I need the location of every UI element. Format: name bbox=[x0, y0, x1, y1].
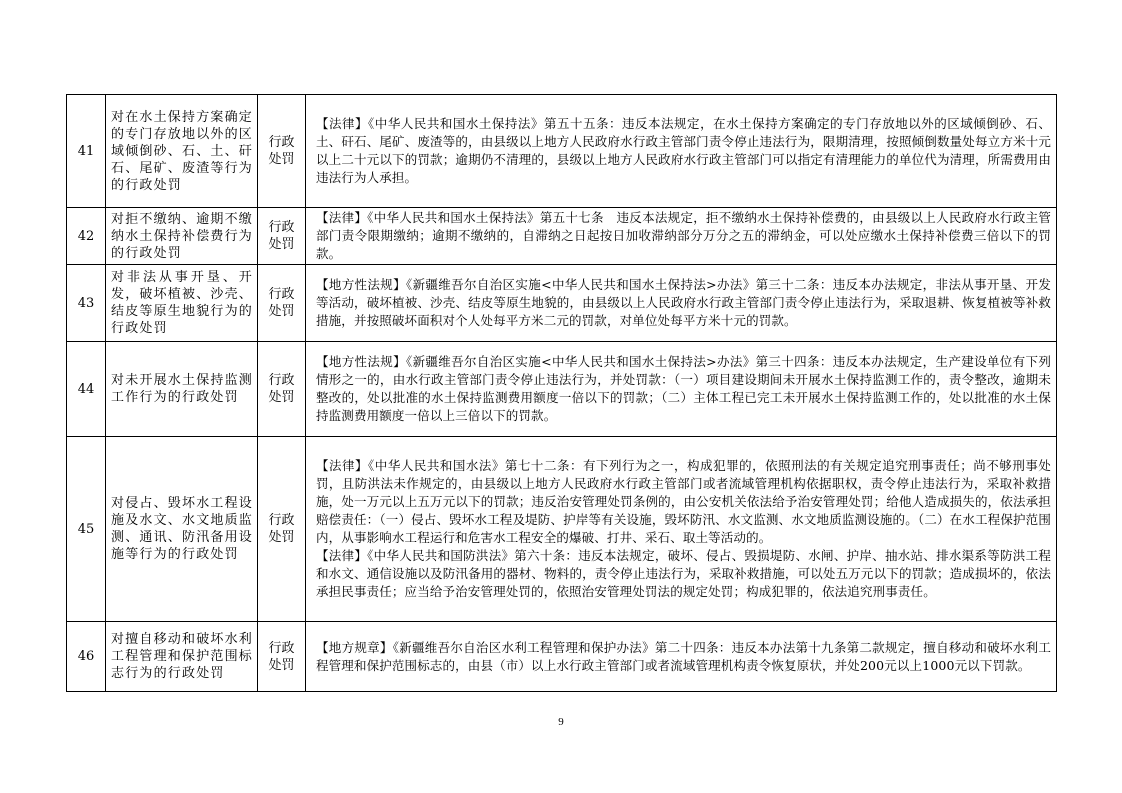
legal-basis-paragraph: 【法律】《中华人民共和国防洪法》第六十条：违反本法规定，破坏、侵占、毁损堤防、水闸、护岸、抽水站、排水渠系等防洪工程和水文、通信设施以及防汛备用的器材、物料的，责令停止违法行为，采取补救措施，可以处五万元以下的罚款；造成损坏的，依法承担民事责任；应当给予治安管理处罚的，依照治安管理处罚法的规定处罚；构成犯罪的，依法追究刑事责任。 bbox=[316, 548, 1051, 599]
legal-basis bbox=[306, 265, 1057, 342]
legal-basis-paragraph: 【法律】《中华人民共和国水法》第七十二条：有下列行为之一，构成犯罪的，依照刑法的有关规定追究刑事责任；尚不够刑事处罚，且防洪法未作规定的，由县级以上地方人民政府水行政主管部门或者流域管理机构依据职权，责令停止违法行为，采取补救措施，处一万元以上五万元以下的罚款；违反治安管理处罚条例的，由公安机关依法给予治安管理处罚；给他人造成损失的，依法承担赔偿责任：（一）侵占、毁坏水工程及堤防、护岸等有关设施，毁坏防汛、水文监测、水文地质监测设施的。（二）在水工程保护范围内，从事影响水工程运行和危害水工程安全的爆破、打井、采石、取土等活动的。 bbox=[316, 458, 1051, 545]
penalty-type bbox=[258, 342, 306, 437]
penalty-type bbox=[258, 208, 306, 265]
table-row bbox=[67, 437, 1057, 622]
legal-basis bbox=[306, 342, 1057, 437]
item-name: 对未开展水土保持监测工作行为的行政处罚 bbox=[106, 342, 258, 437]
legal-basis-paragraph: 【法律】《中华人民共和国水土保持法》第五十五条：违反本法规定，在水土保持方案确定的专门存放地以外的区域倾倒砂、石、土、矸石、尾矿、废渣等的，由县级以上地方人民政府水行政主管部门责令停止违法行为，限期清理，按照倾倒数量处每立方米十元以上二十元以下的罚款；逾期仍不清理的，县级以上地方人民政府水行政主管部门可以指定有清理能力的单位代为清理，所需费用由违法行为人承担。 bbox=[316, 116, 1051, 185]
legal-basis bbox=[306, 622, 1057, 692]
table-row bbox=[67, 622, 1057, 692]
penalty-type-line2: 处罚 bbox=[268, 390, 295, 405]
penalty-type-line1: 行政 bbox=[268, 373, 295, 388]
item-name: 对侵占、毁坏水工程设施及水文、水文地质监测、通讯、防汛备用设施等行为的行政处罚 bbox=[106, 437, 258, 622]
legal-basis-paragraph: 【地方性法规】《新疆维吾尔自治区实施<中华人民共和国水土保持法>办法》第三十二条：违反本办法规定，非法从事开垦、开发等活动，破坏植被、沙壳、结皮等原生地貌的，由县级以上人民政府水行政主管部门责令停止违法行为，采取退耕、恢复植被等补救措施，并按照破坏面积对个人处每平方米二元的罚款，对单位处每平方米十元的罚款。 bbox=[316, 277, 1051, 328]
penalty-type-line1: 行政 bbox=[268, 640, 295, 656]
penalty-type-line2: 处罚 bbox=[268, 237, 295, 252]
table-body bbox=[67, 95, 1057, 692]
penalty-type bbox=[258, 95, 306, 208]
penalty-type-line2: 处罚 bbox=[268, 530, 295, 545]
legal-basis-paragraph: 【地方规章】《新疆维吾尔自治区水利工程管理和保护办法》第二十四条：违反本办法第十九条第二款规定，擅自移动和破坏水利工程管理和保护范围标志的，由县（市）以上水行政主管部门或者流域管理机构责令恢复原状，并处200元以上1000元以下罚款。 bbox=[316, 639, 1051, 673]
item-name: 对拒不缴纳、逾期不缴纳水土保持补偿费行为的行政处罚 bbox=[106, 208, 258, 265]
legal-basis-paragraph: 【地方性法规】《新疆维吾尔自治区实施<中华人民共和国水土保持法>办法》第三十四条：违反本办法规定，生产建设单位有下列情形之一的，由水行政主管部门责令停止违法行为，并处罚款：（一）项目建设期间未开展水土保持监测工作的，责令整改，逾期未整改的，处以批准的水土保持监测费用额度一倍以下的罚款；（二）主体工程已完工未开展水土保持监测工作的，处以批准的水土保持监测费用额度一倍以上三倍以下的罚款。 bbox=[316, 354, 1051, 423]
row-number: 44 bbox=[67, 342, 106, 437]
page-number: 9 bbox=[558, 716, 564, 728]
legal-basis bbox=[306, 208, 1057, 265]
row-number: 46 bbox=[67, 622, 106, 692]
table-row bbox=[67, 342, 1057, 437]
penalty-type-line2: 处罚 bbox=[268, 657, 295, 673]
penalty-type bbox=[258, 265, 306, 342]
penalty-type-line1: 行政 bbox=[268, 513, 295, 528]
legal-basis bbox=[306, 437, 1057, 622]
penalty-type-line1: 行政 bbox=[268, 220, 295, 235]
penalty-type bbox=[258, 622, 306, 692]
row-number: 41 bbox=[67, 95, 106, 208]
row-number: 45 bbox=[67, 437, 106, 622]
item-name: 对擅自移动和破坏水利工程管理和保护范围标志行为的行政处罚 bbox=[106, 622, 258, 692]
penalty-type-line2: 处罚 bbox=[268, 304, 295, 319]
penalty-type-line1: 行政 bbox=[268, 135, 295, 150]
row-number: 43 bbox=[67, 265, 106, 342]
table-row bbox=[67, 265, 1057, 342]
legal-basis-paragraph: 【法律】《中华人民共和国水土保持法》第五十七条 违反本法规定，拒不缴纳水土保持补偿费的，由县级以上人民政府水行政主管部门责令限期缴纳；逾期不缴纳的，自滞纳之日起按日加收滞纳部分万分之五的滞纳金，可以处应缴水土保持补偿费三倍以下的罚款。 bbox=[316, 210, 1051, 261]
table-row bbox=[67, 208, 1057, 265]
item-name: 对非法从事开垦、开发，破坏植被、沙壳、结皮等原生地貌行为的行政处罚 bbox=[106, 265, 258, 342]
penalty-type bbox=[258, 437, 306, 622]
legal-basis bbox=[306, 95, 1057, 208]
row-number: 42 bbox=[67, 208, 106, 265]
penalty-type-line2: 处罚 bbox=[268, 152, 295, 167]
penalty-table bbox=[66, 94, 1057, 692]
item-name: 对在水土保持方案确定的专门存放地以外的区域倾倒砂、石、土、矸石、尾矿、废渣等行为的行政处罚 bbox=[106, 95, 258, 208]
penalty-type-line1: 行政 bbox=[268, 287, 295, 302]
table-row bbox=[67, 95, 1057, 208]
